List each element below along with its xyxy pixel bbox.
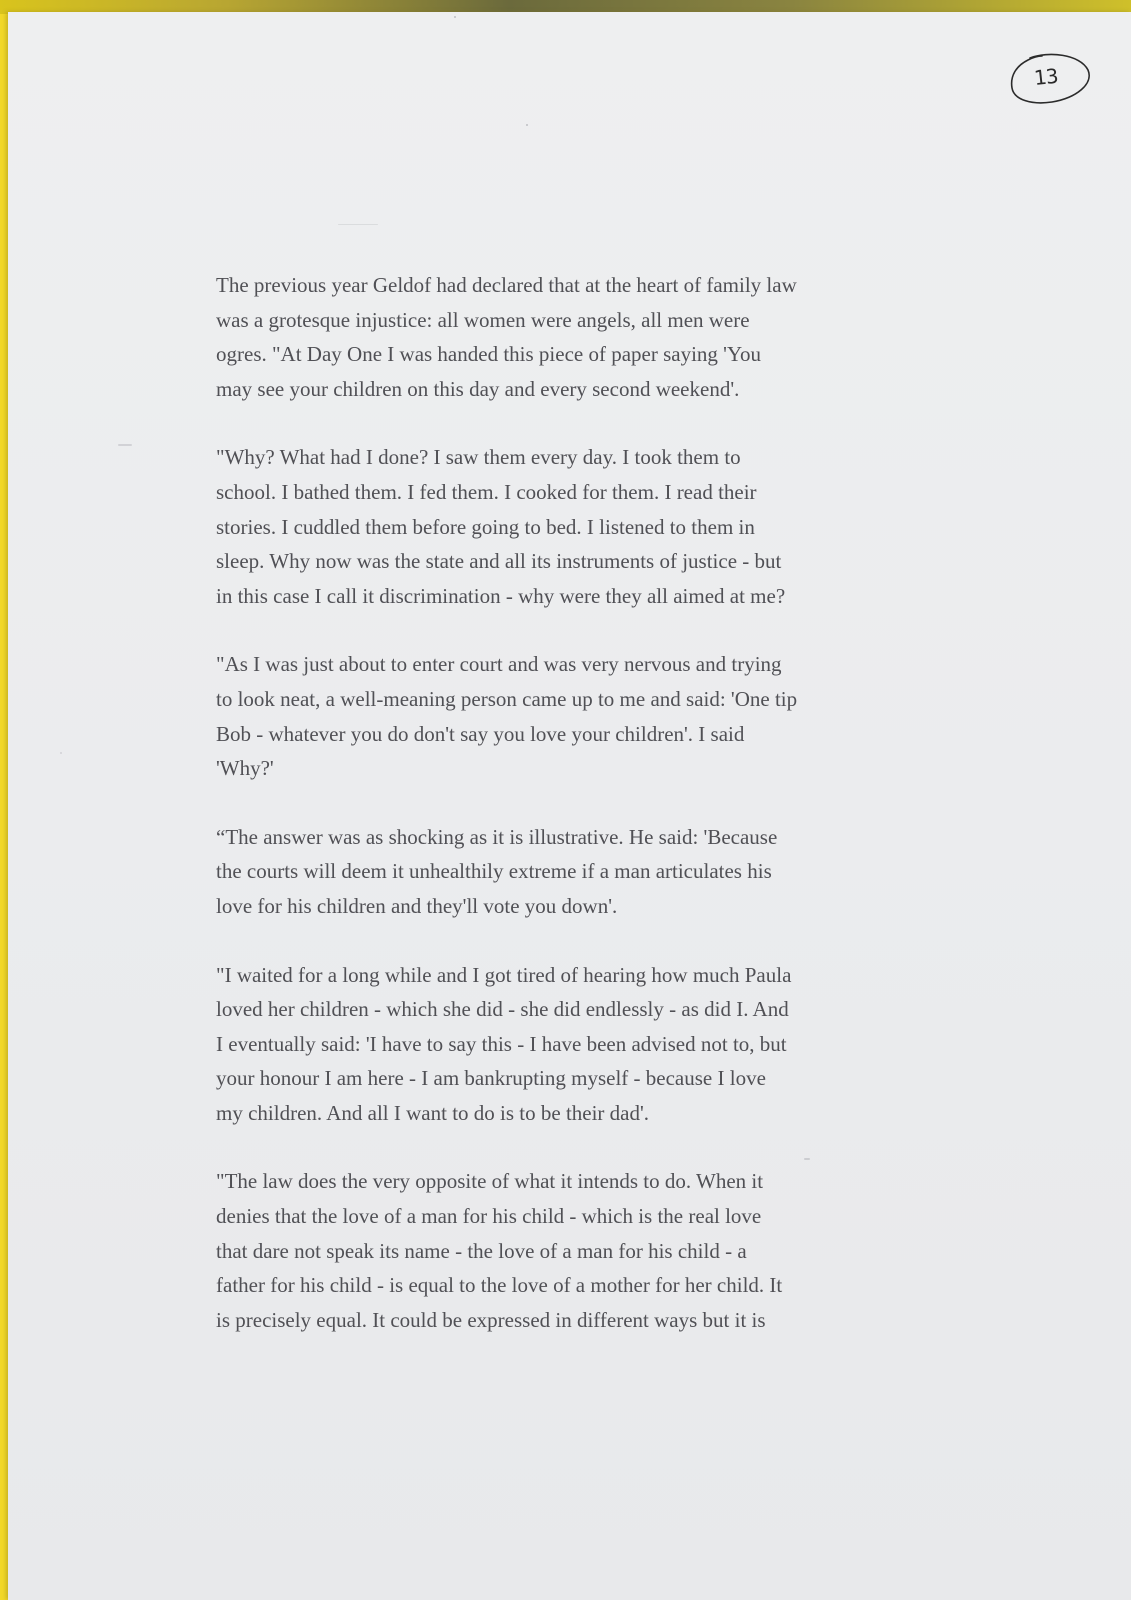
paragraph-2 [216,440,916,613]
document-page [8,12,1131,1600]
text-line: "Why? What had I done? I saw them every day. I took them to [216,445,741,470]
text-line: “The answer was as shocking as it is illustrative. He said: 'Because [216,824,778,849]
page-number: 13 [1032,63,1059,91]
text-line: denies that the love of a man for his child - which is the real love [216,1204,762,1229]
text-line: that dare not speak its name - the love of a man for his child - a [216,1238,747,1263]
paragraph-5 [216,958,916,1131]
paragraph-6 [216,1164,916,1337]
paragraph-4 [216,820,916,924]
text-line: The previous year Geldof had declared that at the heart of family law [216,273,797,297]
text-line: to look neat, a well-meaning person came up to me and said: 'One tip [216,686,798,711]
text-line: "As I was just about to enter court and was very nervous and trying [216,652,782,677]
text-line: 'Why?' [216,756,274,781]
text-line: in this case I call it discrimination - why were they all aimed at me? [216,583,786,608]
text-line: is precisely equal. It could be expressed in different ways but it is [216,1307,766,1332]
paragraph-1 [216,268,916,406]
text-line: love for his children and they'll vote you down'. [216,893,618,918]
text-line: was a grotesque injustice: all women were angels, all men were [216,307,750,332]
text-line: your honour I am here - I am bankrupting myself - because I love [216,1066,766,1091]
scan-speck [454,16,456,18]
text-line: may see your children on this day and every second weekend'. [216,376,740,401]
text-line: father for his child - is equal to the love of a mother for her child. It [216,1273,783,1298]
scan-speck [118,444,132,446]
text-line: school. I bathed them. I fed them. I cooked for them. I read their [216,479,757,504]
text-line: "The law does the very opposite of what it intends to do. When it [216,1169,764,1194]
scan-speck [526,124,528,126]
text-line: my children. And all I want to do is to be their dad'. [216,1100,650,1125]
text-line: loved her children - which she did - she did endlessly - as did I. And [216,997,789,1022]
text-line: sleep. Why now was the state and all its instruments of justice - but [216,549,782,574]
paragraph-3 [216,647,916,785]
body-text [216,268,916,1371]
text-line: "I waited for a long while and I got tired of hearing how much Paula [216,962,792,987]
text-line: Bob - whatever you do don't say you love your children'. I said [216,721,745,746]
text-line: I eventually said: 'I have to say this - I have been advised not to, but [216,1031,787,1056]
scan-speck [60,752,62,754]
text-line: stories. I cuddled them before going to bed. I listened to them in [216,514,755,539]
scan-speck [338,224,378,225]
scan-speck [804,1158,810,1160]
page-number-circle [1008,50,1092,112]
text-line: ogres. "At Day One I was handed this piece of paper saying 'You [216,342,762,367]
text-line: the courts will deem it unhealthily extreme if a man articulates his [216,859,772,884]
